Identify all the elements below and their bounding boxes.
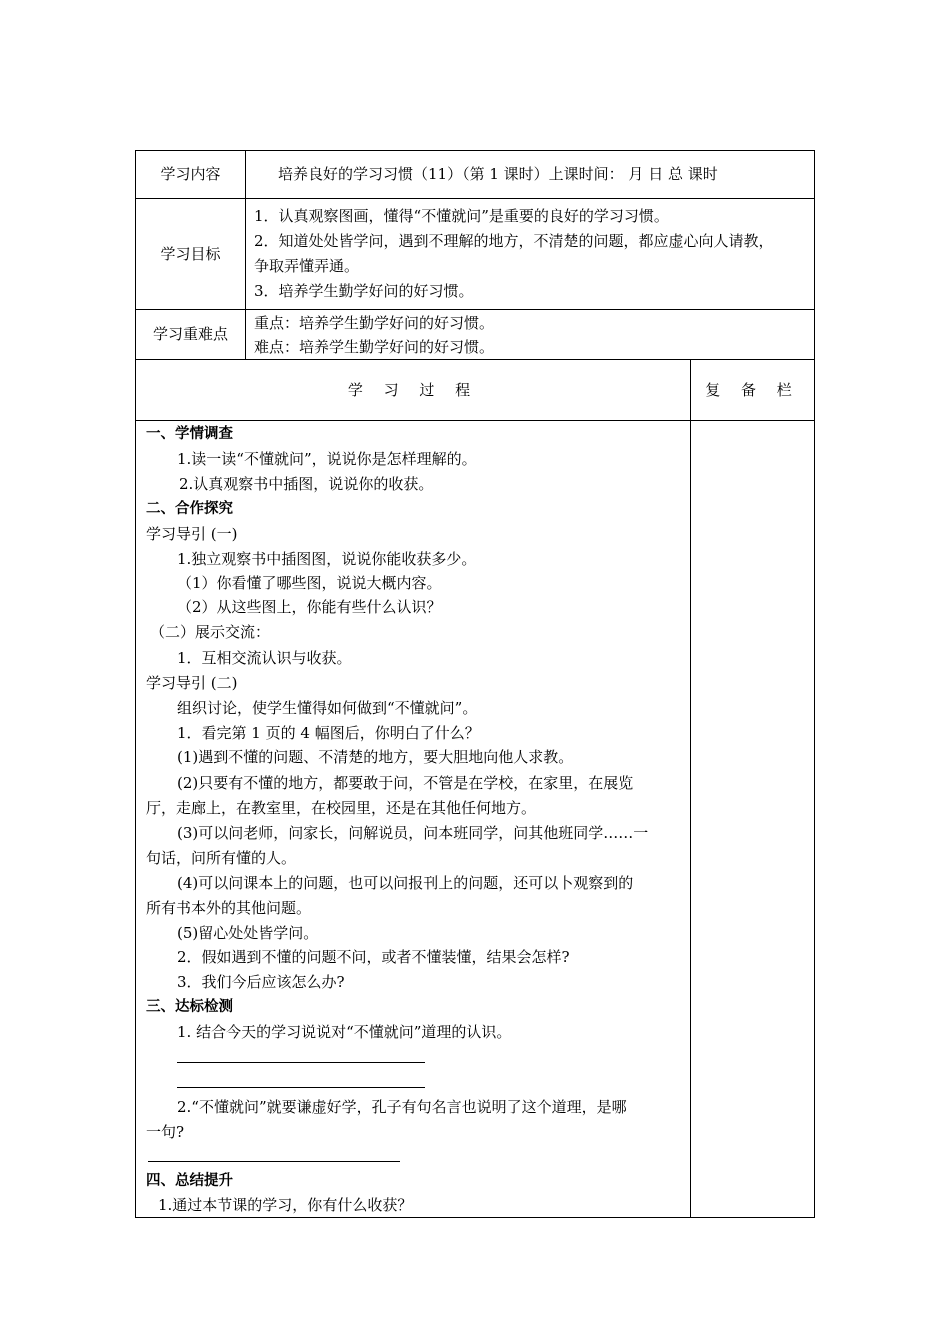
body-line: (3)可以问老师，问家长，问解说员，问本班同学，问其他班同学……一 — [177, 824, 649, 842]
goal-label: 学习目标 — [160, 245, 221, 263]
body-line: 1.通过本节课的学习，你有什么收获？ — [158, 1196, 413, 1214]
key-label: 学习重难点 — [152, 325, 228, 343]
body-line: 句话，问所有懂的人。 — [146, 849, 297, 867]
body-line: 组织讨论，使学生懂得如何做到“不懂就问”。 — [177, 699, 478, 717]
body-line: 1.独立观察书中插图图，说说你能收获多少。 — [177, 550, 477, 568]
body-line: 1．互相交流认识与收获。 — [177, 649, 352, 667]
answer-blank-line — [177, 1087, 425, 1088]
body-line: 厅，走廊上，在教室里，在校园里，还是在其他任何地方。 — [146, 799, 537, 817]
guide-heading: 学习导引 (一) — [146, 525, 238, 543]
goal-line: 争取弄懂弄通。 — [254, 257, 360, 275]
section-title: 三、达标检测 — [146, 999, 233, 1015]
body-line: 1.读一读“不懂就问”，说说你是怎样理解的。 — [177, 450, 477, 468]
body-line: 1. 结合今天的学习说说对“不懂就问”道理的认识。 — [177, 1023, 512, 1041]
body-line: 2.“不懂就问”就要谦虚好学，孔子有句名言也说明了这个道理，是哪 — [177, 1098, 627, 1116]
lesson-plan-table — [135, 150, 815, 1218]
review-label: 复 备 栏 — [705, 381, 800, 399]
body-line: 所有书本外的其他问题。 — [146, 899, 312, 917]
row-divider — [136, 309, 814, 310]
row-divider — [136, 420, 814, 421]
answer-blank-line — [148, 1161, 400, 1162]
body-line: （二）展示交流： — [150, 623, 271, 641]
body-line: （1）你看懂了哪些图，说说大概内容。 — [177, 574, 442, 592]
body-line: (5)留心处处皆学问。 — [177, 924, 319, 942]
body-line: 一句? — [146, 1123, 185, 1141]
body-line: (2)只要有不懂的地方，都要敢于问，不管是在学校，在家里，在展览 — [177, 774, 634, 792]
guide-heading: 学习导引 (二) — [146, 674, 238, 692]
goal-line: 1．认真观察图画，懂得“不懂就问”是重要的良好的学习习惯。 — [254, 207, 669, 225]
goal-line: 2．知道处处皆学问，遇到不理解的地方，不清楚的问题，都应虚心向人请教， — [254, 232, 774, 250]
label-column-divider — [245, 151, 246, 359]
body-line: 2．假如遇到不懂的问题不问，或者不懂装懂，结果会怎样? — [177, 948, 570, 966]
row-divider — [136, 198, 814, 199]
review-column-divider — [690, 359, 691, 1218]
body-line: 1．看完第 1 页的 4 幅图后，你明白了什么？ — [177, 724, 480, 742]
body-line: （2）从这些图上，你能有些什么认识？ — [177, 598, 442, 616]
body-line: 3．我们今后应该怎么办? — [177, 973, 345, 991]
goal-line: 3．培养学生勤学好问的好习惯。 — [254, 282, 474, 300]
section-title: 四、总结提升 — [146, 1173, 233, 1189]
body-line: (4)可以问课本上的问题，也可以问报刊上的问题，还可以卜观察到的 — [177, 874, 634, 892]
process-label: 学 习 过 程 — [347, 381, 479, 399]
key-point: 难点：培养学生勤学好问的好习惯。 — [254, 338, 495, 356]
section-title: 一、学情调查 — [146, 426, 233, 442]
content-label: 学习内容 — [160, 165, 221, 183]
body-line: (1)遇到不懂的问题、不清楚的地方，要大胆地向他人求教。 — [177, 748, 574, 766]
row-divider — [136, 359, 814, 360]
section-title: 二、合作探究 — [146, 501, 233, 517]
content-value: 培养良好的学习习惯（11）（第 1 课时）上课时间： 月 日 总 课时 — [278, 165, 718, 183]
body-line: 2.认真观察书中插图，说说你的收获。 — [179, 475, 434, 493]
answer-blank-line — [177, 1062, 425, 1063]
key-point: 重点：培养学生勤学好问的好习惯。 — [254, 314, 495, 332]
